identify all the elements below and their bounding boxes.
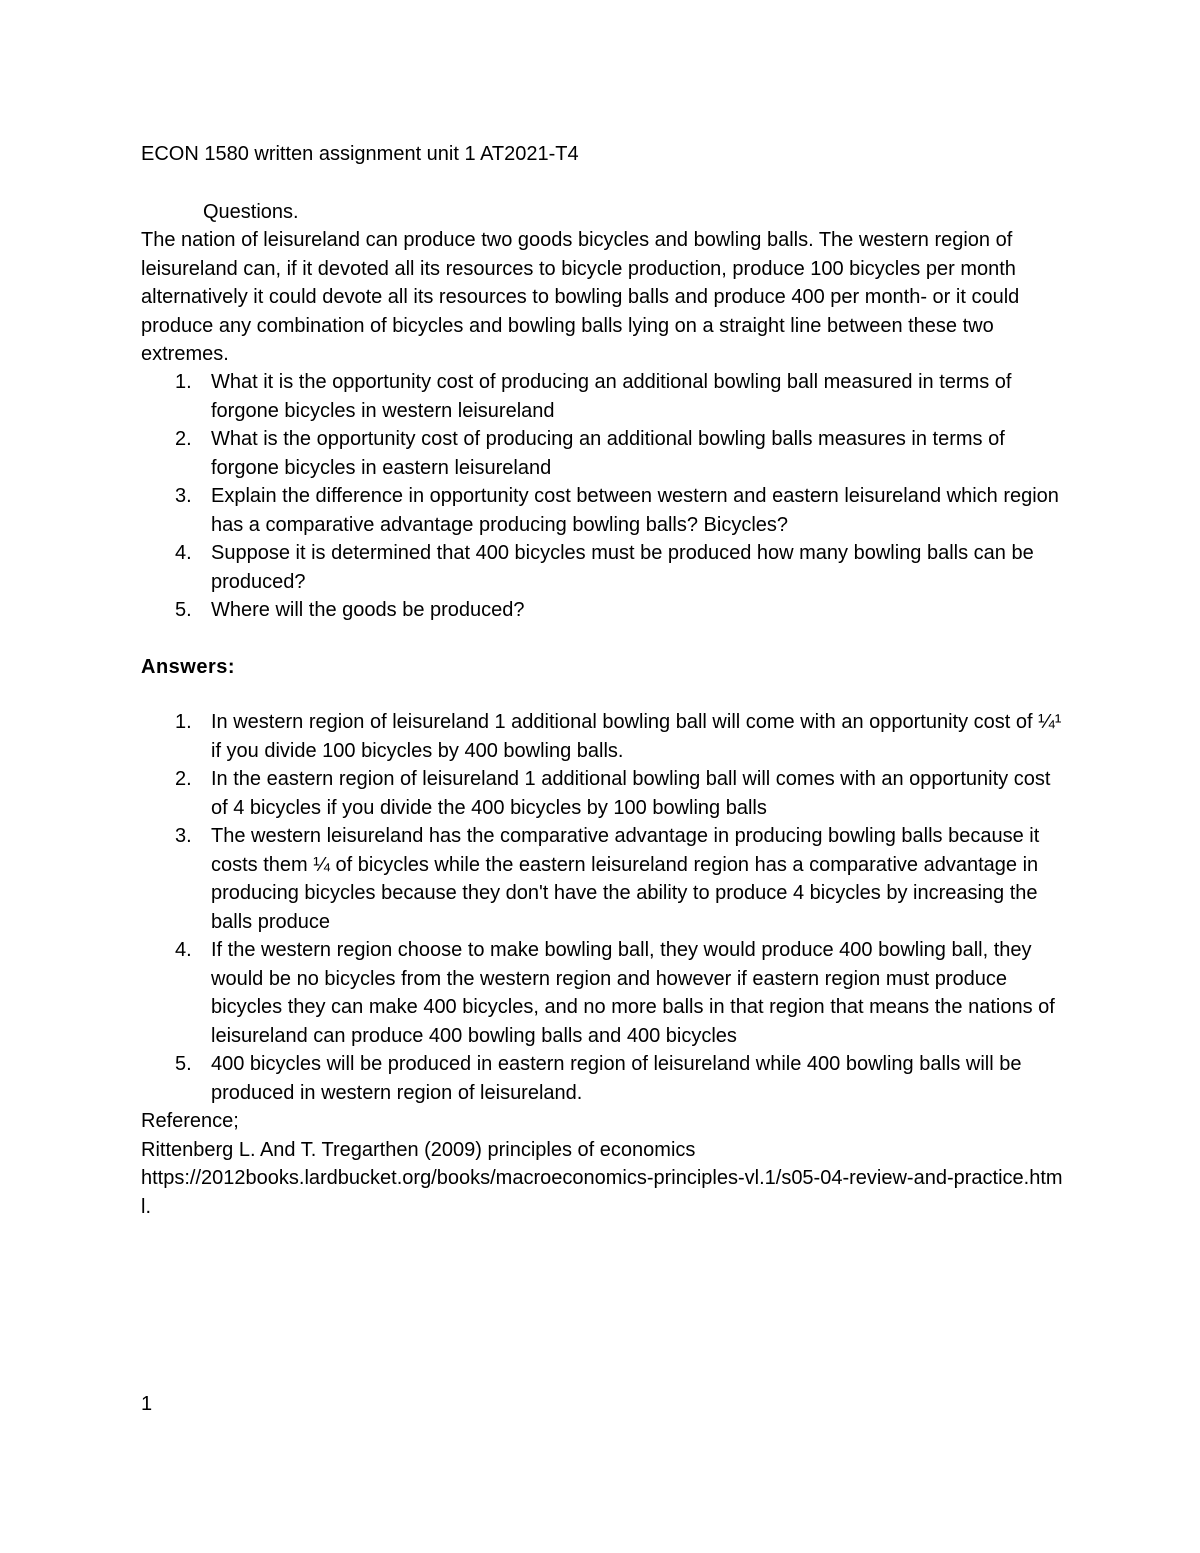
question-number: 3. <box>175 485 192 507</box>
reference-section <box>141 1107 1066 1221</box>
reference-label: Reference; <box>141 1110 239 1132</box>
question-text: Explain the difference in opportunity cost between western and eastern leisureland which region has a comparative advantage producing bowling balls? Bicycles? <box>211 485 1059 536</box>
intro-paragraph: The nation of leisureland can produce two goods bicycles and bowling balls. The western region of leisureland can, if it devoted all its resources to bicycle production, produce 100 bicycles per month alternatively it could devote all its resources to bowling balls and produce 400 per month- or it could produce any combination of bicycles and bowling balls lying on a straight line between these two extremes. <box>141 229 1020 365</box>
questions-list <box>141 368 1066 625</box>
question-item <box>141 539 1066 596</box>
reference-url[interactable]: https://2012books.lardbucket.org/books/macroeconomics-principles-vl.1/s05-04-review-and-practice.html. <box>141 1167 1063 1218</box>
question-number: 4. <box>175 542 192 564</box>
question-text: Where will the goods be produced? <box>211 599 525 621</box>
answer-item <box>141 708 1066 765</box>
document-title: ECON 1580 written assignment unit 1 AT2021-T4 <box>141 143 579 165</box>
question-item <box>141 425 1066 482</box>
answer-item <box>141 822 1066 936</box>
answer-number: 1. <box>175 711 192 733</box>
question-item <box>141 482 1066 539</box>
page-number: 1 <box>141 1393 153 1415</box>
question-text: What is the opportunity cost of producing an additional bowling balls measures in terms of forgone bicycles in eastern leisureland <box>211 428 1005 479</box>
question-item <box>141 368 1066 425</box>
question-item <box>141 596 1066 625</box>
answer-number: 2. <box>175 768 192 790</box>
answers-heading: Answers: <box>141 656 236 678</box>
answer-number: 3. <box>175 825 192 847</box>
answer-number: 4. <box>175 939 192 961</box>
answer-text: 400 bicycles will be produced in eastern region of leisureland while 400 bowling balls will be produced in western region of leisureland. <box>211 1053 1022 1104</box>
answer-text: In the eastern region of leisureland 1 additional bowling ball will comes with an opportunity cost of 4 bicycles if you divide the 400 bicycles by 100 bowling balls <box>211 768 1051 819</box>
question-number: 1. <box>175 371 192 393</box>
answer-text: In western region of leisureland 1 additional bowling ball will come with an opportunity cost of ¼¹ if you divide 100 bicycles by 400 bowling balls. <box>211 711 1062 762</box>
answer-item <box>141 1050 1066 1107</box>
answer-item <box>141 765 1066 822</box>
answer-text: The western leisureland has the comparative advantage in producing bowling balls because it costs them ¼ of bicycles while the eastern leisureland region has a comparative advantage in producing bicycles because they don't have the ability to produce 4 bicycles by increasing the balls produce <box>211 825 1040 933</box>
question-number: 2. <box>175 428 192 450</box>
reference-citation: Rittenberg L. And T. Tregarthen (2009) principles of economics <box>141 1138 696 1161</box>
question-text: What it is the opportunity cost of producing an additional bowling ball measured in terms of forgone bicycles in western leisureland <box>211 371 1012 422</box>
answer-text: If the western region choose to make bowling ball, they would produce 400 bowling ball, they would be no bicycles from the western region and however if eastern region must produce bicycles they can make 400 bicycles, and no more balls in that region that means the nations of leisureland can produce 400 bowling balls and 400 bicycles <box>211 939 1055 1047</box>
question-text: Suppose it is determined that 400 bicycles must be produced how many bowling balls can be produced? <box>211 542 1034 593</box>
questions-heading: Questions. <box>203 201 299 223</box>
answers-list <box>141 708 1066 1107</box>
question-number: 5. <box>175 599 192 621</box>
answer-number: 5. <box>175 1053 192 1075</box>
answer-item <box>141 936 1066 1050</box>
